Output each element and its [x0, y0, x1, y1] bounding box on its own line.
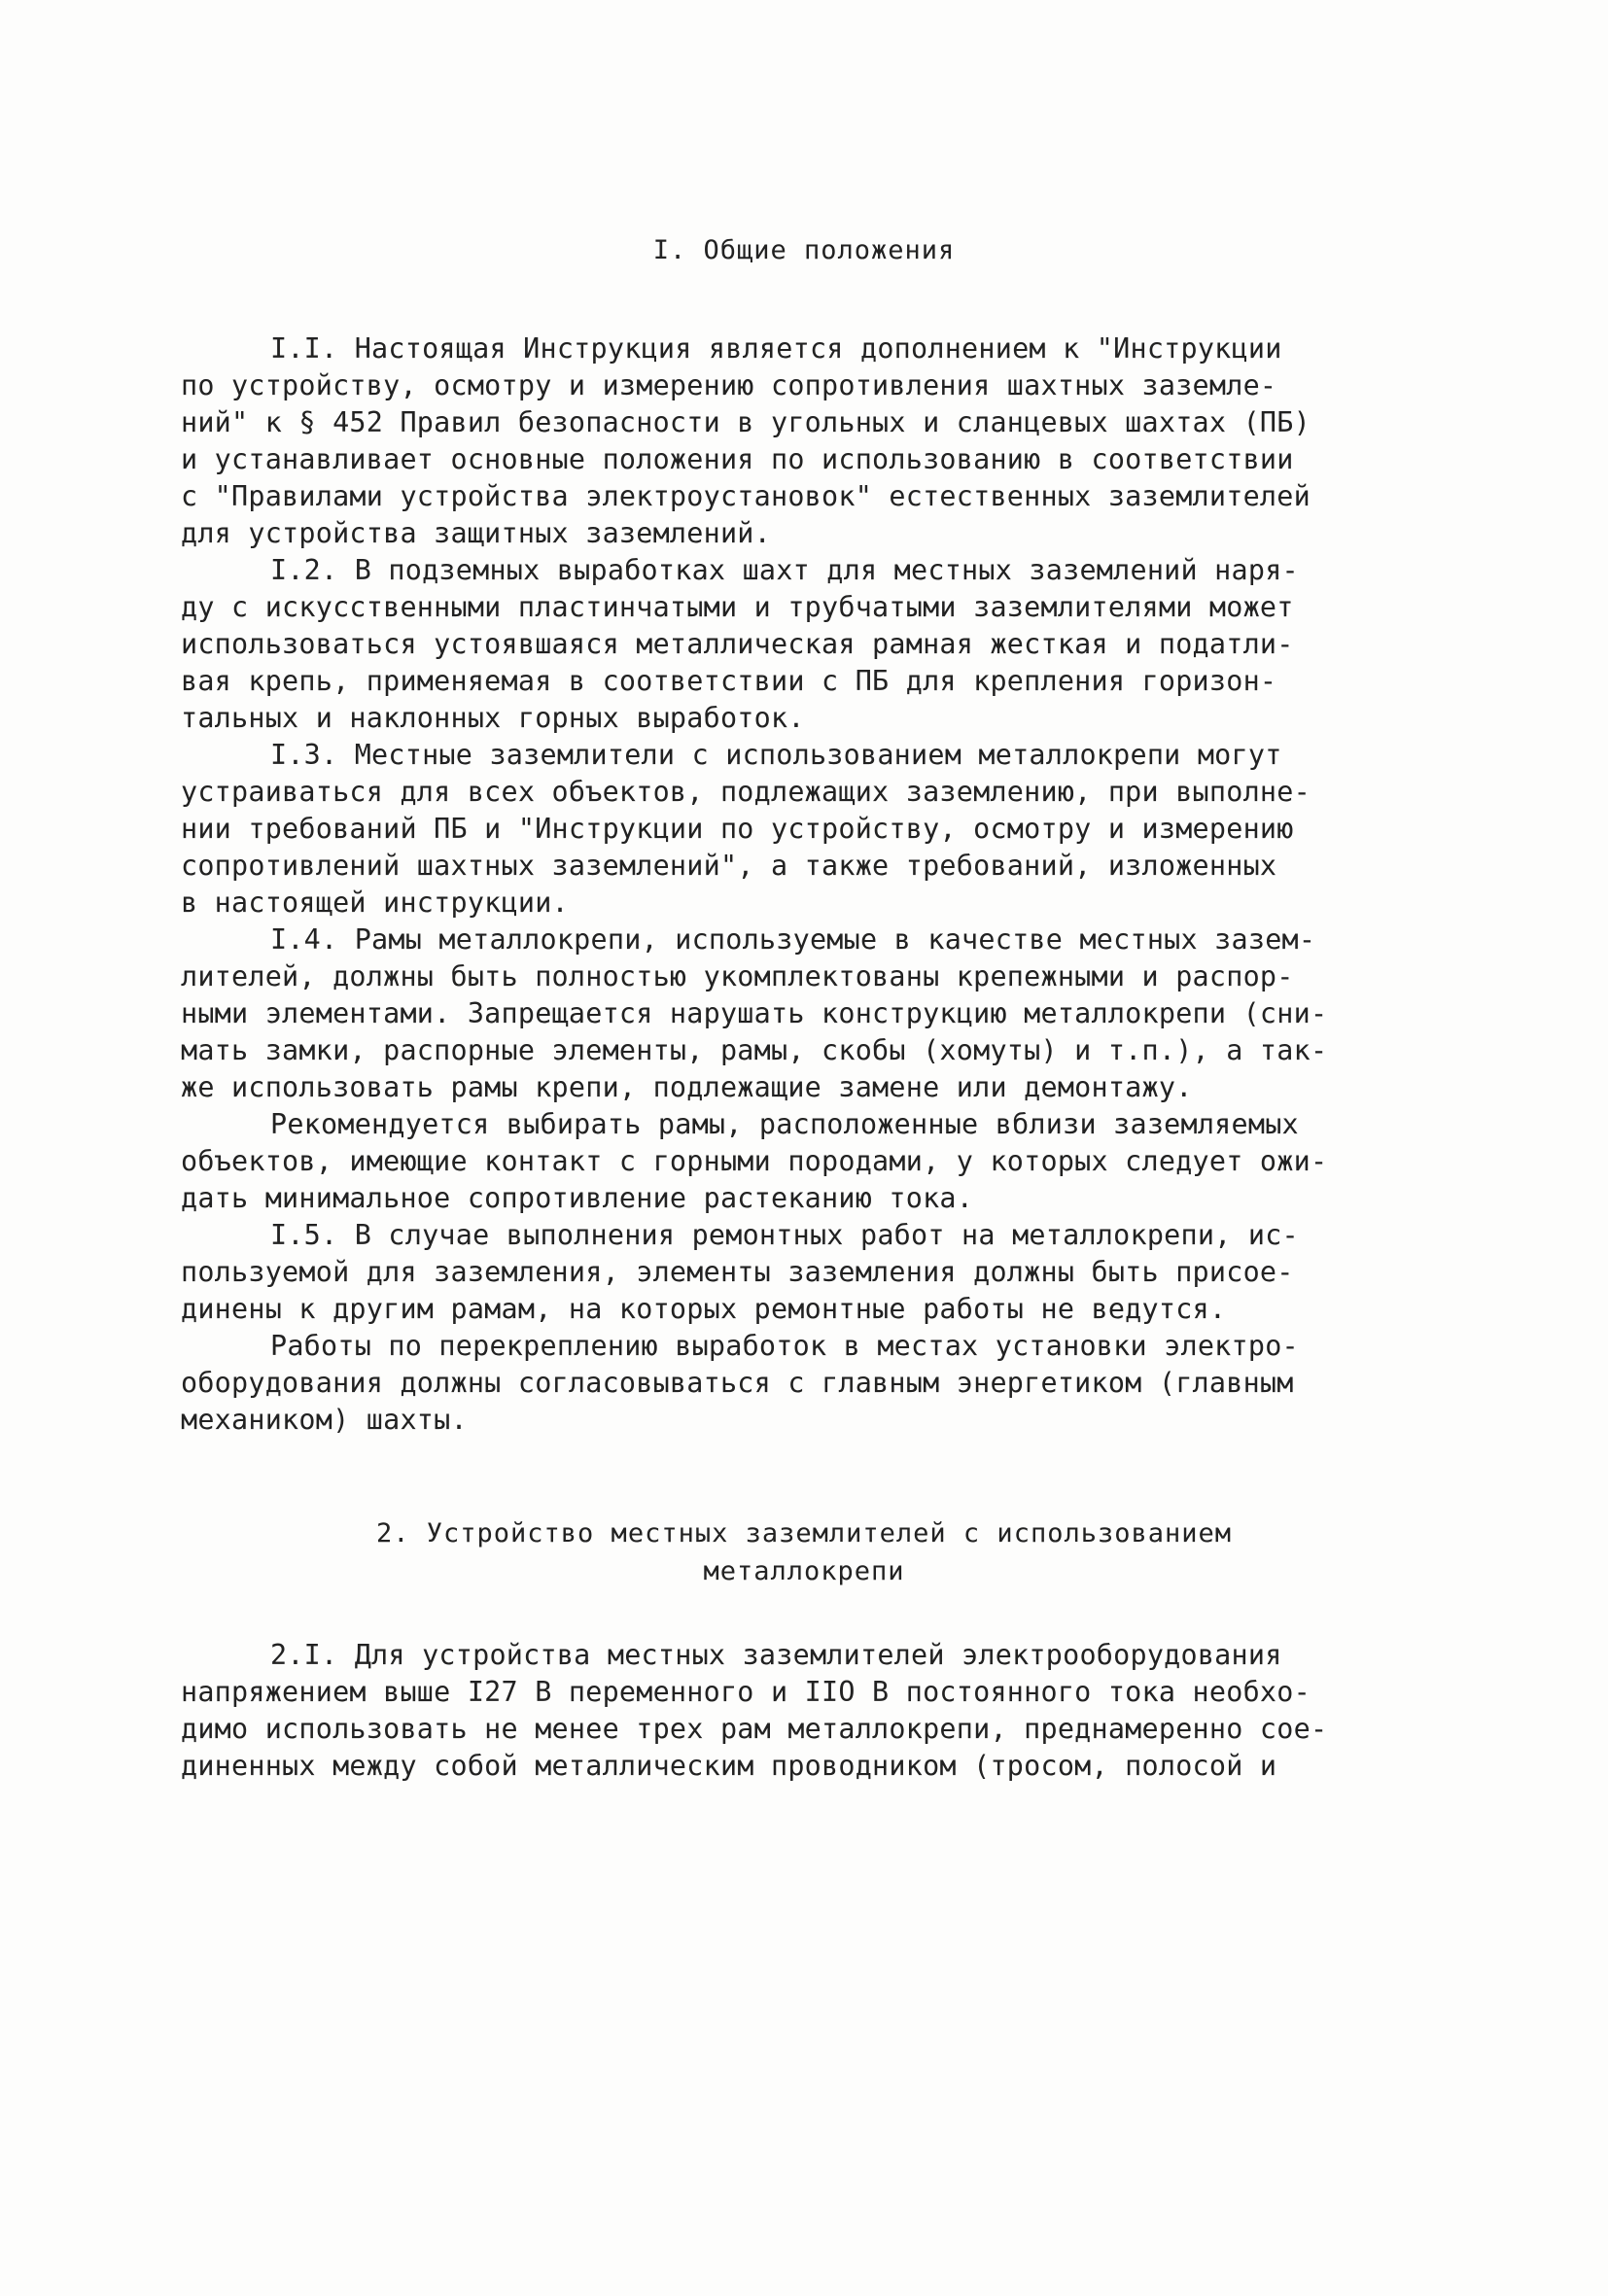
text-line: с "Правилами устройства электроустановок" естественных заземлителей — [181, 480, 1311, 512]
text-line: устраиваться для всех объектов, подлежащих заземлению, при выполне- — [181, 776, 1311, 808]
text-line: Работы по перекреплению выработок в местах установки электро- — [270, 1330, 1299, 1362]
section-1-heading-text: I. Общие положения — [652, 235, 956, 265]
text-line: пользуемой для заземления, элементы заземления должны быть присое- — [181, 1256, 1294, 1288]
text-line: I.I. Настоящая Инструкция является дополнением к "Инструкции — [270, 332, 1282, 365]
text-line: нии требований ПБ и "Инструкции по устройству, осмотру и измерению — [181, 813, 1294, 845]
text-line: мать замки, распорные элементы, рамы, скобы (хомуты) и т.п.), а так- — [181, 1034, 1328, 1066]
text-line: механиком) шахты. — [181, 1404, 468, 1436]
text-line: лителей, должны быть полностью укомплектованы крепежными и распор- — [181, 960, 1294, 992]
text-line: сопротивлений шахтных заземлений", а также требований, изложенных — [181, 850, 1277, 882]
text-line: ний" к § 452 Правил безопасности в угольных и сланцевых шахтах (ПБ) — [181, 406, 1311, 438]
text-line: объектов, имеющие контакт с горными породами, у которых следует ожи- — [181, 1145, 1328, 1177]
text-line: ными элементами. Запрещается нарушать конструкцию металлокрепи (сни- — [181, 997, 1328, 1029]
section-2-heading-line-2: металлокрепи — [703, 1556, 905, 1586]
text-line: тальных и наклонных горных выработок. — [181, 702, 805, 734]
section-1-heading — [0, 231, 1608, 269]
text-line: для устройства защитных заземлений. — [181, 517, 771, 549]
text-line: вая крепь, применяемая в соответствии с ПБ для крепления горизон- — [181, 665, 1277, 697]
text-line: 2.I. Для устройства местных заземлителей электрооборудования — [270, 1639, 1282, 1671]
text-line: по устройству, осмотру и измерению сопротивления шахтных заземле- — [181, 369, 1277, 401]
text-line: динены к другим рамам, на которых ремонтные работы не ведутся. — [181, 1293, 1227, 1325]
section-2-heading-line-1: 2. Устройство местных заземлителей с использованием — [375, 1518, 1233, 1548]
text-line: Рекомендуется выбирать рамы, расположенные вблизи заземляемых — [270, 1108, 1299, 1140]
text-line: I.4. Рамы металлокрепи, используемые в качестве местных зазем- — [270, 923, 1316, 956]
text-line: же использовать рамы крепи, подлежащие замене или демонтажу. — [181, 1071, 1193, 1103]
text-line: I.3. Местные заземлители с использованием металлокрепи могут — [270, 739, 1282, 771]
text-line: димо использовать не менее трех рам металлокрепи, преднамеренно сое- — [181, 1713, 1328, 1745]
text-line: I.2. В подземных выработках шахт для местных заземлений наря- — [270, 554, 1299, 586]
text-line: использоваться устоявшаяся металлическая рамная жесткая и податли- — [181, 628, 1294, 660]
text-line: ду с искусственными пластинчатыми и трубчатыми заземлителями может — [181, 591, 1294, 623]
text-line: напряжением выше I27 В переменного и IIО В постоянного тока необхо- — [181, 1676, 1311, 1708]
text-line: I.5. В случае выполнения ремонтных работ на металлокрепи, ис- — [270, 1219, 1299, 1251]
text-line: диненных между собой металлическим проводником (тросом, полосой и — [181, 1750, 1277, 1782]
text-line: в настоящей инструкции. — [181, 887, 569, 919]
text-line: оборудования должны согласовываться с главным энергетиком (главным — [181, 1367, 1294, 1399]
section-2-heading — [0, 1514, 1608, 1590]
text-line: и устанавливает основные положения по использованию в соответствии — [181, 443, 1294, 475]
text-line: дать минимальное сопротивление растеканию тока. — [181, 1182, 974, 1214]
